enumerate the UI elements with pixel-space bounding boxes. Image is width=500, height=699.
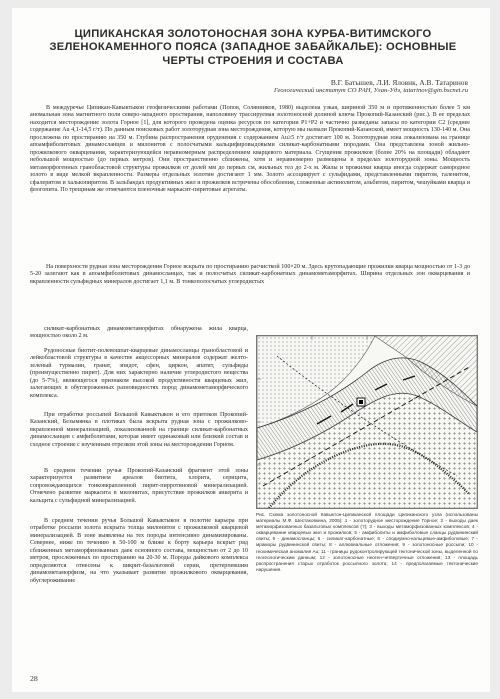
paragraph-5: При отработке россыпей Большой Кавыктыкон и его притоков Прокопий-Казанский, Безымянка в плотиках была вскрыта рудная зона с прожилково-вкрапленной минерализацией, локализованной на границе силикат-карбонатных динамосланцев с амфиболитами, которая имеет одинаковый или близкий состав и сходное строение с изученным отрезком этой зоны на месторождении Горном. [30,412,248,448]
author-affiliation: Геологический институт СО РАН, Улан-Удэ, tatarinov@gin.bscnet.ru [273,87,468,94]
paragraph-3: силикат-карбонатных динамометаморфитах обнаружена жила кварца, мощностью около 2 м. [30,326,248,340]
page-number: 28 [30,674,38,683]
paragraph-1: В междуречье Ципикан-Кавыктыкон геофизическими работами (Попов, Солянников, 1980) выделена узкая, шириной 350 м и протяженностью более 5 км аномальная зона магнитного поля северо-западного простирания, наполовину трассируемая золотоносной долиной ключа Прокопий-Казанский (рис.). В ее пределах находится месторождение золота Горное [1], для которого проведена оценка ресурсов по категории Р1+Р2 и частично разведаны запасы по категории С2 (среднее содержание Au 4,1-14,5 г/т). По данным поисковых работ золоторудная зона месторождения, которую мы назвали Прокопий-Казанской, имеет мощность 130-140 м. Она прослежена по простиранию на 350 м. Глубина распространения оруденения с содержанием Au≥5 г/т достигает 100 м. Золоторудная зона локализована на границе апоамфиболитовых динамосланцев и милонитов с полосчатыми кальцифировыдовыми силикат-карбонатными породами. Она представлена зоной жильно-прожилкового окварцевания, характеризующейся неравномерным распределением кварцевого материала. Сгущения прожилков (более 20% на площади) обладают небольшой мощностью (до первых метров). Они пространственно сближены, хотя и неравномерно размещены в пределах золоторудной зоны. Мощность метаморфогенных гранобластовой структуры прожилков от долей мм до первых см, жильных тел до 2-х м. Жилы и прожилки кварца иногда содержат самородное золото в виде мелкой вкрапленности. Размеры отдельных золотин достигают 1 мм. Золото ассоциирует с сульфидами, представленными пиритом, галенитом, сфалеритом и халькопиритом. В зальбандах продуктивных жил и прожилков встречены обособления, сложенные актинолитом, альбитом, пиритом, чешуйками кварца и флогопита. По трещинам же отмечаются пленочные маркасит-пиритовые агрегаты. [30,105,470,193]
map-deposit-marker [357,398,365,406]
paragraph-2: На поверхности рудная зона месторождения Горное вскрыта по простиранию расчисткой 100×20 м. Здесь крутопадающие прожилки кварца мощностью от 1-3 до 5-20 залегают как в апоамфиболитовых динамосланцах, так и полосчатых силикат-карбонатных динамометаморфитах. Ширина отдельных зон окварцевания и вкрапленности сульфидных минералов достигает 1,1 м. В тонкополосчатых углеродистых [30,264,470,285]
figure-caption: Рис. Схема золотоносной Кавыктон-Ципиканской площади Ципиканского узла (использованы материалы М.Ф. Шестаковкина, 2005): 1 - золоторудное месторождение Горное; 2 - выходы даек метаморфизованных базальтовых комплексов (?); 3 - выходы метаморфизованных комплексов; 4 - окварцевание кварцевых жил и прожилков; 5 - амфиболиты и амфиболовые сланцы рудвининский свиты; 6 - динамосланцы; 6 - силикат-карбонатные; 6 - сподиумно-кальцевые-амфиболовые; 7 - мраморы рудвининской свиты; 8 - аллювиальные отложения; 9 - золотоносные россыпи; 10 - геохимическая аномалия Au; 11 - границы рудоконтролирующей тектонической зоны, выделенной по геогеологическим данным; 12 - золотоносные неоген-четвертичные отложения; 13 - площадь распространения старых отработок россыпного золота; 14 - предполагаемые тектонические нарушения. [256,512,478,572]
article-title: ЦИПИКАНСКАЯ ЗОЛОТОНОСНАЯ ЗОНА КУРБА-ВИТИМСКОГО ЗЕЛЕНОКАМЕННОГО ПОЯСА (ЗАПАДНОЕ ЗАБАЙКАЛЬЕ): ОСНОВНЫЕ ЧЕРТЫ СТРОЕНИЯ И СОСТАВА [49,28,457,67]
geological-map-figure [256,335,478,509]
article-authors: В.Г. Батышев, Л.И. Яловик, А.В. Татаринов [330,78,468,87]
paragraph-4: Рудоносные биотит-полевошпат-кварцевые динамосланцы гранобластовой и лейкобластовой структуры в качестве акцессорных минералов содержат желто-зеленый турмалин, гранат, эпидот, сфен, циркон, апатит, сульфиды (преимущественно пирит). Для них характерно наличие углеродистого вещества (до 5-7%), являющегося признаком высокой продуктивности кварцевых жил, залегающих в обуглероженных разновидностях пород динамометаморфического комплекса. [30,348,248,399]
geological-map [257,336,477,508]
paragraph-7: В среднем течении ручья Большой Кавыктыкон в полотне карьера при отработке россыпи золота вскрыта толща милонитов с прожилковой кварцевой минерализацией. В зоне выявлены на тех породы интенсивно динамизированы. Севернее, ниже по течению в 50-100 м ближе к борту карьера вскрыт ряд сближенных метаморфизованных даек основного состава, мощностью от 2 до 10 метров, прослеженных по простиранию на 20-30 м. Породы дайкового комплекса определяются отнесены к пикрит-базальтовой серии, претерпевшим динамометаморфизм, на что указывает развитие прожилкового окварцевания, обуглероживание [30,518,248,584]
journal-page [12,8,490,692]
paragraph-6: В среднем течении ручья Прокопий-Казанский фрагмент этой зоны характеризуется развитием ареалов биотита, хлорита, серицита, сопровождающихся тонковкрапленной пирит-пирротиновой минерализацией. Отмечено развитие маркасита в милонитах, присутствие прожилков анкерита и кальцита с сульфидной минерализацией. [30,468,248,504]
